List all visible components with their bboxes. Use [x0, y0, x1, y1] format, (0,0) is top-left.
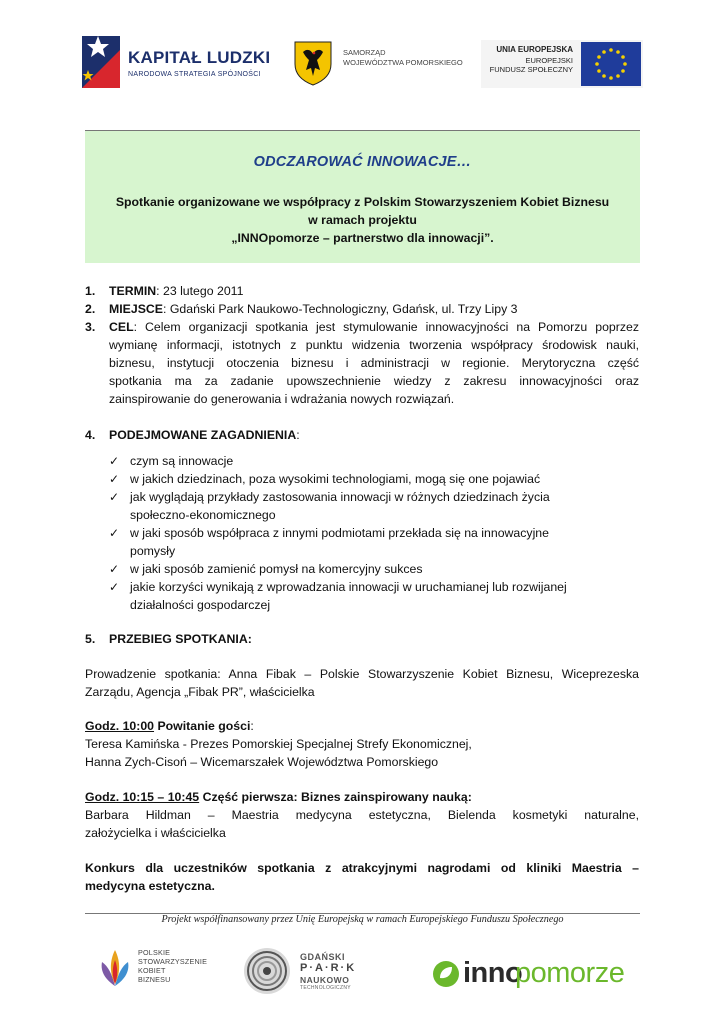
- item-number: 2.: [85, 302, 96, 316]
- item-cel-line: spotkania ma za zadanie upowszechnienie wiedzy z zakresu innowacyjności oraz: [109, 374, 639, 388]
- session-colon: :: [250, 719, 254, 733]
- topic-item: w jakich dziedzinach, poza wysokimi technologiami, mogą się one pojawiać: [130, 472, 541, 486]
- item-value: : 23 lutego 2011: [156, 284, 244, 298]
- item-number: 4.: [85, 428, 96, 442]
- topic-item-cont: społeczno-ekonomicznego: [130, 508, 276, 522]
- item-cel-line: biznesu, instytucji otoczenia biznesu i administracji w regionie. Merytoryczna część: [109, 356, 639, 370]
- psk-logo: [96, 946, 221, 990]
- checkmark-icon: ✓: [109, 454, 120, 468]
- topic-item: jakie korzyści wynikają z wprowadzania innowacji w uruchamianej lub rozwijanej: [130, 580, 567, 594]
- pomorskie-line2: WOJEWÓDZTWA POMORSKIEGO: [343, 58, 463, 67]
- checkmark-icon: ✓: [109, 490, 120, 504]
- title-banner: [85, 131, 640, 263]
- contest-line: medycyna estetyczna.: [85, 879, 215, 893]
- gpn-line1: GDAŃSKI: [300, 952, 346, 962]
- host-line: Prowadzenie spotkania: Anna Fibak – Polskie Stowarzyszenie Kobiet Biznesu, Wiceprezeska: [85, 667, 639, 681]
- session-time: Godz. 10:15 – 10:45: [85, 790, 200, 804]
- checkmark-icon: ✓: [109, 472, 120, 486]
- kapital-ludzki-logo: [78, 30, 271, 100]
- pomorze-word: pomorze: [515, 957, 625, 989]
- gpn-line3: NAUKOWO: [300, 975, 350, 985]
- eu-flag-icon: [581, 42, 641, 86]
- topic-item: w jaki sposób zamienić pomysł na komercyjny sukces: [130, 562, 423, 576]
- topic-item: w jaki sposób współpraca z innymi podmiotami przekłada się na innowacyjne: [130, 526, 549, 540]
- checkmark-icon: ✓: [109, 526, 120, 540]
- gpn-line4: TECHNOLOGICZNY: [300, 985, 351, 991]
- banner-line2: w ramach projektu: [308, 213, 417, 227]
- item-label: TERMIN: [109, 284, 157, 298]
- checkmark-icon: ✓: [109, 562, 120, 576]
- eu-line3: FUNDUSZ SPOŁECZNY: [489, 65, 573, 74]
- psk-line1: POLSKIE: [138, 948, 171, 957]
- checkmark-icon: ✓: [109, 580, 120, 594]
- session-title: Powitanie gości: [154, 719, 251, 733]
- psk-line4: BIZNESU: [138, 975, 171, 984]
- item-value: : Gdański Park Naukowo-Technologiczny, Gdańsk, ul. Trzy Lipy 3: [163, 302, 518, 316]
- eu-line1: UNIA EUROPEJSKA: [496, 45, 573, 54]
- gdanski-park-logo: [242, 946, 362, 996]
- innopomorze-leaf-icon: [432, 959, 464, 989]
- eu-efs-logo: [481, 40, 643, 88]
- speaker-line: Teresa Kamińska - Prezes Pomorskiej Specjalnej Strefy Ekonomicznej,: [85, 737, 472, 751]
- item-value: : Celem organizacji spotkania jest stymulowanie innowacyjności na Pomorzu poprzez: [133, 320, 639, 334]
- kapital-ludzki-title: KAPITAŁ LUDZKI: [128, 48, 271, 67]
- griffin-shield-icon: [293, 40, 333, 86]
- speaker-line: założycielka i właścicielka: [85, 826, 226, 840]
- pomorskie-line1: SAMORZĄD: [343, 48, 386, 57]
- session-time: Godz. 10:00: [85, 719, 155, 733]
- psk-flower-icon: [96, 946, 134, 988]
- pomorskie-logo: [290, 36, 470, 92]
- speaker-line: Hanna Zych-Cisoń – Wicemarszałek Województwa Pomorskiego: [85, 755, 439, 769]
- item-value: :: [296, 428, 300, 442]
- item-label: CEL: [109, 320, 134, 334]
- item-termin: [109, 282, 243, 300]
- item-number: 5.: [85, 632, 96, 646]
- banner-line3: „INNOpomorze – partnerstwo dla innowacji”.: [231, 231, 494, 245]
- topic-item: czym są innowacje: [130, 454, 234, 468]
- session-title: Część pierwsza: Biznes zainspirowany nauką:: [199, 790, 472, 804]
- item-cel-line: [109, 318, 639, 336]
- psk-line2: STOWARZYSZENIE: [138, 957, 208, 966]
- kapital-ludzki-star-icon: [78, 30, 124, 94]
- item-number: 3.: [85, 320, 96, 334]
- item-cel-line: wymianę informacji, istotnych z punktu widzenia tworzenia współpracy środowisk nauki,: [109, 338, 639, 352]
- psk-line3: KOBIET: [138, 966, 166, 975]
- topic-item-cont: pomysły: [130, 544, 176, 558]
- contest-line: Konkurs dla uczestników spotkania z atrakcyjnymi nagrodami od kliniki Maestria –: [85, 861, 639, 875]
- item-miejsce: [109, 300, 518, 318]
- inno-word: inno: [463, 957, 523, 989]
- kapital-ludzki-subtitle: NARODOWA STRATEGIA SPÓJNOŚCI: [128, 71, 261, 78]
- session-heading: [85, 788, 472, 806]
- gdanski-park-swirl-icon: [242, 946, 292, 996]
- topic-item: jak wyglądają przykłady zastosowania innowacji w różnych dziedzinach życia: [130, 490, 550, 504]
- topic-item-cont: działalności gospodarczej: [130, 598, 271, 612]
- item-cel-line: zainspirowanie do generowania i wdrażania nowych rozwiązań.: [109, 392, 455, 406]
- session-heading: [85, 717, 254, 735]
- eu-line2: EUROPEJSKI: [525, 56, 573, 65]
- item-number: 1.: [85, 284, 96, 298]
- host-line: Zarządu, Agencja „Fibak PR”, właścicielka: [85, 685, 315, 699]
- innopomorze-logo: [432, 957, 632, 993]
- document-title: ODCZAROWAĆ INNOWACJE…: [253, 154, 472, 170]
- item-przebieg: PRZEBIEG SPOTKANIA:: [109, 632, 252, 646]
- item-zagadnienia: [109, 426, 300, 444]
- item-label: PODEJMOWANE ZAGADNIENIA: [109, 428, 297, 442]
- gpn-line2: P·A·R·K: [300, 962, 357, 974]
- funding-note: Projekt współfinansowany przez Unię Europejską w ramach Europejskiego Funduszu Społecznego: [161, 914, 564, 925]
- banner-line1: Spotkanie organizowane we współpracy z Polskim Stowarzyszeniem Kobiet Biznesu: [115, 195, 610, 209]
- speaker-line: Barbara Hildman – Maestria medycyna estetyczna, Bielenda kosmetyki naturalne,: [85, 808, 639, 822]
- item-label: MIEJSCE: [109, 302, 163, 316]
